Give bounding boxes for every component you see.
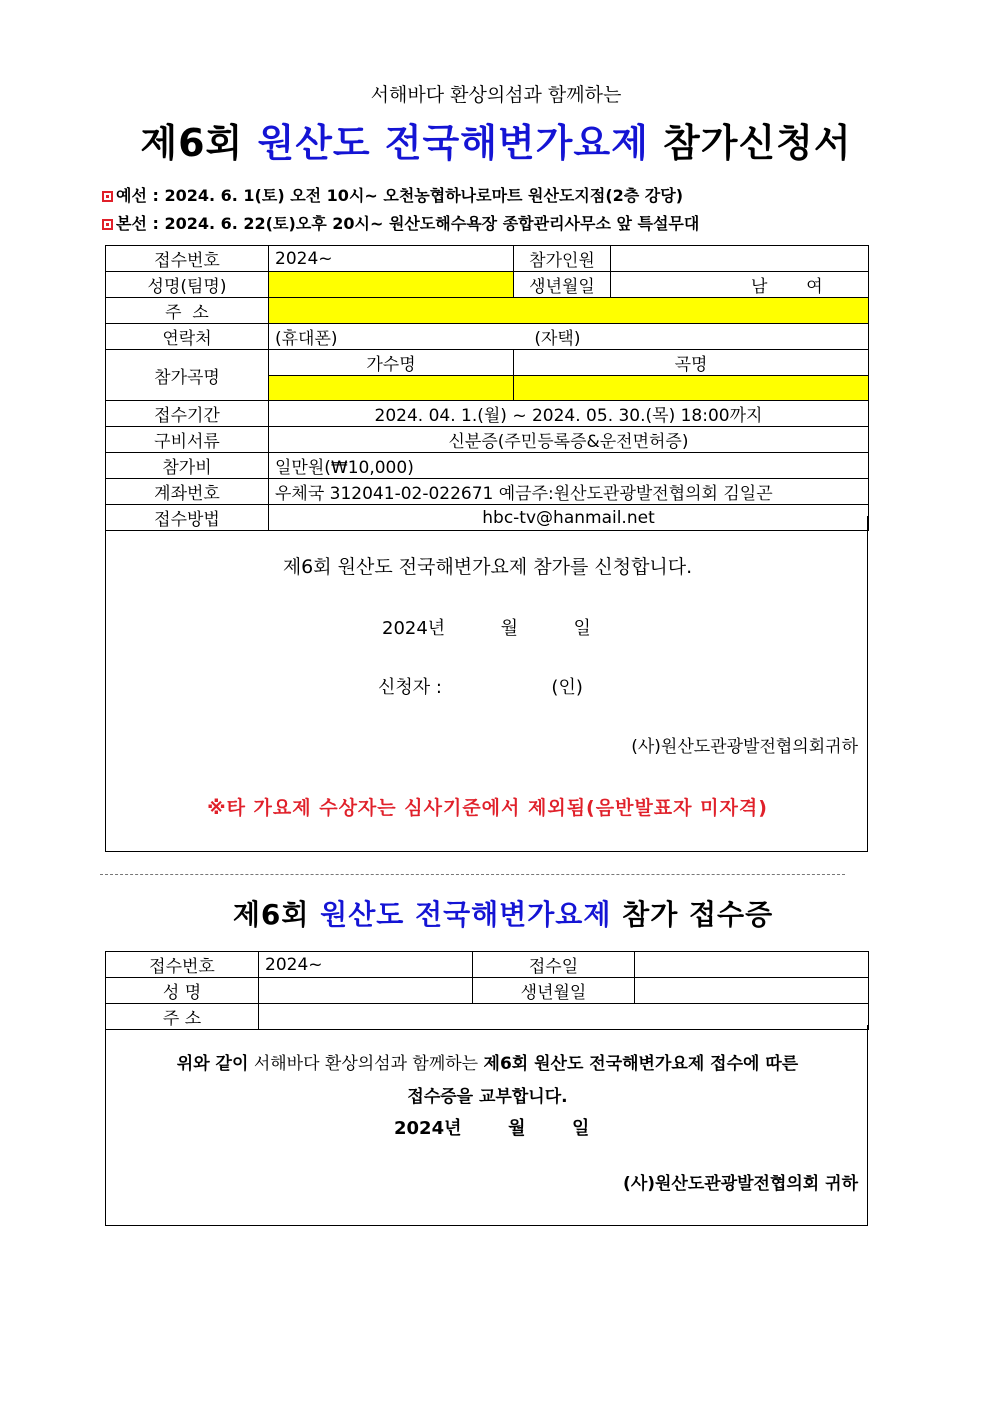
declaration-date bbox=[382, 614, 591, 640]
singer-label: 가수명 bbox=[269, 350, 514, 376]
receipt-date-field[interactable] bbox=[635, 952, 869, 978]
receipt-table bbox=[105, 951, 869, 1030]
receipt-title bbox=[0, 893, 992, 933]
receipt-no-label: 접수번호 bbox=[106, 952, 259, 978]
schedule-final: 본선 : 2024. 6. 22(토)오후 20시~ 원산도해수욕장 종합관리사무소 앞 특설무대 bbox=[102, 211, 699, 234]
participants-label: 참가인원 bbox=[514, 246, 611, 272]
square-bullet-icon bbox=[102, 191, 113, 202]
fee-value: 일만원(₩10,000) bbox=[269, 453, 869, 479]
title-event-name: 원산도 전국해변가요제 bbox=[257, 121, 649, 165]
receipt-body-line-2: 접수증을 교부합니다. bbox=[407, 1087, 568, 1107]
song-title-label: 곡명 bbox=[514, 350, 869, 376]
receipt-recipient: (사)원산도관광발전협의회 귀하 bbox=[623, 1174, 858, 1194]
receipt-address-label: 주 소 bbox=[106, 1004, 259, 1030]
receipt-title-prefix: 제6회 bbox=[232, 898, 310, 931]
application-table bbox=[105, 245, 869, 531]
title-prefix: 제6회 bbox=[140, 121, 244, 165]
receipt-birth-label: 생년월일 bbox=[473, 978, 635, 1004]
method-value[interactable]: hbc-tv@hanmail.net bbox=[269, 505, 869, 531]
period-label: 접수기간 bbox=[106, 401, 269, 427]
receipt-birth-field[interactable] bbox=[635, 978, 869, 1004]
receipt-date-day[interactable]: 일 bbox=[572, 1118, 590, 1139]
eligibility-notice: ※타 가요제 수상자는 심사기준에서 제외됨(음반발표자 미자격) bbox=[207, 797, 768, 819]
title-suffix: 참가신청서 bbox=[663, 121, 852, 165]
receipt-date-label: 접수일 bbox=[473, 952, 635, 978]
participants-field[interactable] bbox=[611, 246, 869, 272]
account-value: 우체국 312041-02-022671 예금주:원산도관광발전협의회 김일곤 bbox=[269, 479, 869, 505]
gender-male[interactable]: 남 bbox=[751, 277, 768, 297]
song-label: 참가곡명 bbox=[106, 350, 269, 401]
date-month[interactable]: 월 bbox=[500, 618, 519, 639]
receipt-title-suffix: 참가 접수증 bbox=[622, 898, 774, 931]
receipt-body-line-1: 위와 같이 서해바다 환상의섬과 함께하는 제6회 원산도 전국해변가요제 접수에 따른 bbox=[176, 1054, 799, 1074]
gender-female[interactable]: 여 bbox=[806, 277, 823, 297]
fee-label: 참가비 bbox=[106, 453, 269, 479]
name-field[interactable] bbox=[269, 272, 514, 298]
applicant-label: 신청자 : bbox=[378, 677, 442, 698]
date-year: 2024년 bbox=[382, 618, 446, 639]
contact-field[interactable] bbox=[269, 324, 869, 350]
account-label: 계좌번호 bbox=[106, 479, 269, 505]
receipt-no-field[interactable]: 2024~ bbox=[259, 952, 473, 978]
declaration-box bbox=[105, 516, 868, 852]
singer-field[interactable] bbox=[269, 376, 514, 401]
declaration-statement: 제6회 원산도 전국해변가요제 참가를 신청합니다. bbox=[282, 556, 693, 578]
receipt-name-label: 성 명 bbox=[106, 978, 259, 1004]
contact-label: 연락처 bbox=[106, 324, 269, 350]
receipt-date-year: 2024년 bbox=[394, 1118, 462, 1139]
mobile-label: (휴대폰) bbox=[275, 329, 338, 349]
documents-label: 구비서류 bbox=[106, 427, 269, 453]
address-label: 주 소 bbox=[106, 298, 269, 324]
period-value: 2024. 04. 1.(월) ~ 2024. 05. 30.(목) 18:00까지 bbox=[269, 401, 869, 427]
method-label: 접수방법 bbox=[106, 505, 269, 531]
page-title bbox=[0, 112, 992, 167]
receipt-title-event-name: 원산도 전국해변가요제 bbox=[320, 898, 612, 931]
declaration-recipient: (사)원산도관광발전협의회귀하 bbox=[631, 737, 858, 757]
receipt-no-field[interactable]: 2024~ bbox=[269, 246, 514, 272]
song-title-field[interactable] bbox=[514, 376, 869, 401]
birth-label: 생년월일 bbox=[514, 272, 611, 298]
schedule-preliminary: 예선 : 2024. 6. 1(토) 오전 10시~ 오천농협하나로마트 원산도지점(2층 강당) bbox=[102, 183, 683, 206]
address-field[interactable] bbox=[269, 298, 869, 324]
receipt-date-month[interactable]: 월 bbox=[508, 1118, 526, 1139]
home-phone-label: (자택) bbox=[534, 329, 581, 349]
square-bullet-icon bbox=[102, 219, 113, 230]
seal-mark: (인) bbox=[551, 677, 583, 698]
name-label: 성명(팀명) bbox=[106, 272, 269, 298]
event-subtitle: 서해바다 환상의섬과 함께하는 bbox=[370, 84, 622, 106]
receipt-no-label: 접수번호 bbox=[106, 246, 269, 272]
receipt-date bbox=[394, 1114, 589, 1140]
documents-value: 신분증(주민등록증&운전면허증) bbox=[269, 427, 869, 453]
date-day[interactable]: 일 bbox=[573, 618, 591, 639]
cut-line-divider bbox=[100, 874, 845, 875]
receipt-name-field[interactable] bbox=[259, 978, 473, 1004]
receipt-body-box bbox=[105, 1025, 868, 1226]
applicant-line bbox=[378, 673, 583, 699]
birth-gender-field[interactable] bbox=[611, 272, 869, 298]
